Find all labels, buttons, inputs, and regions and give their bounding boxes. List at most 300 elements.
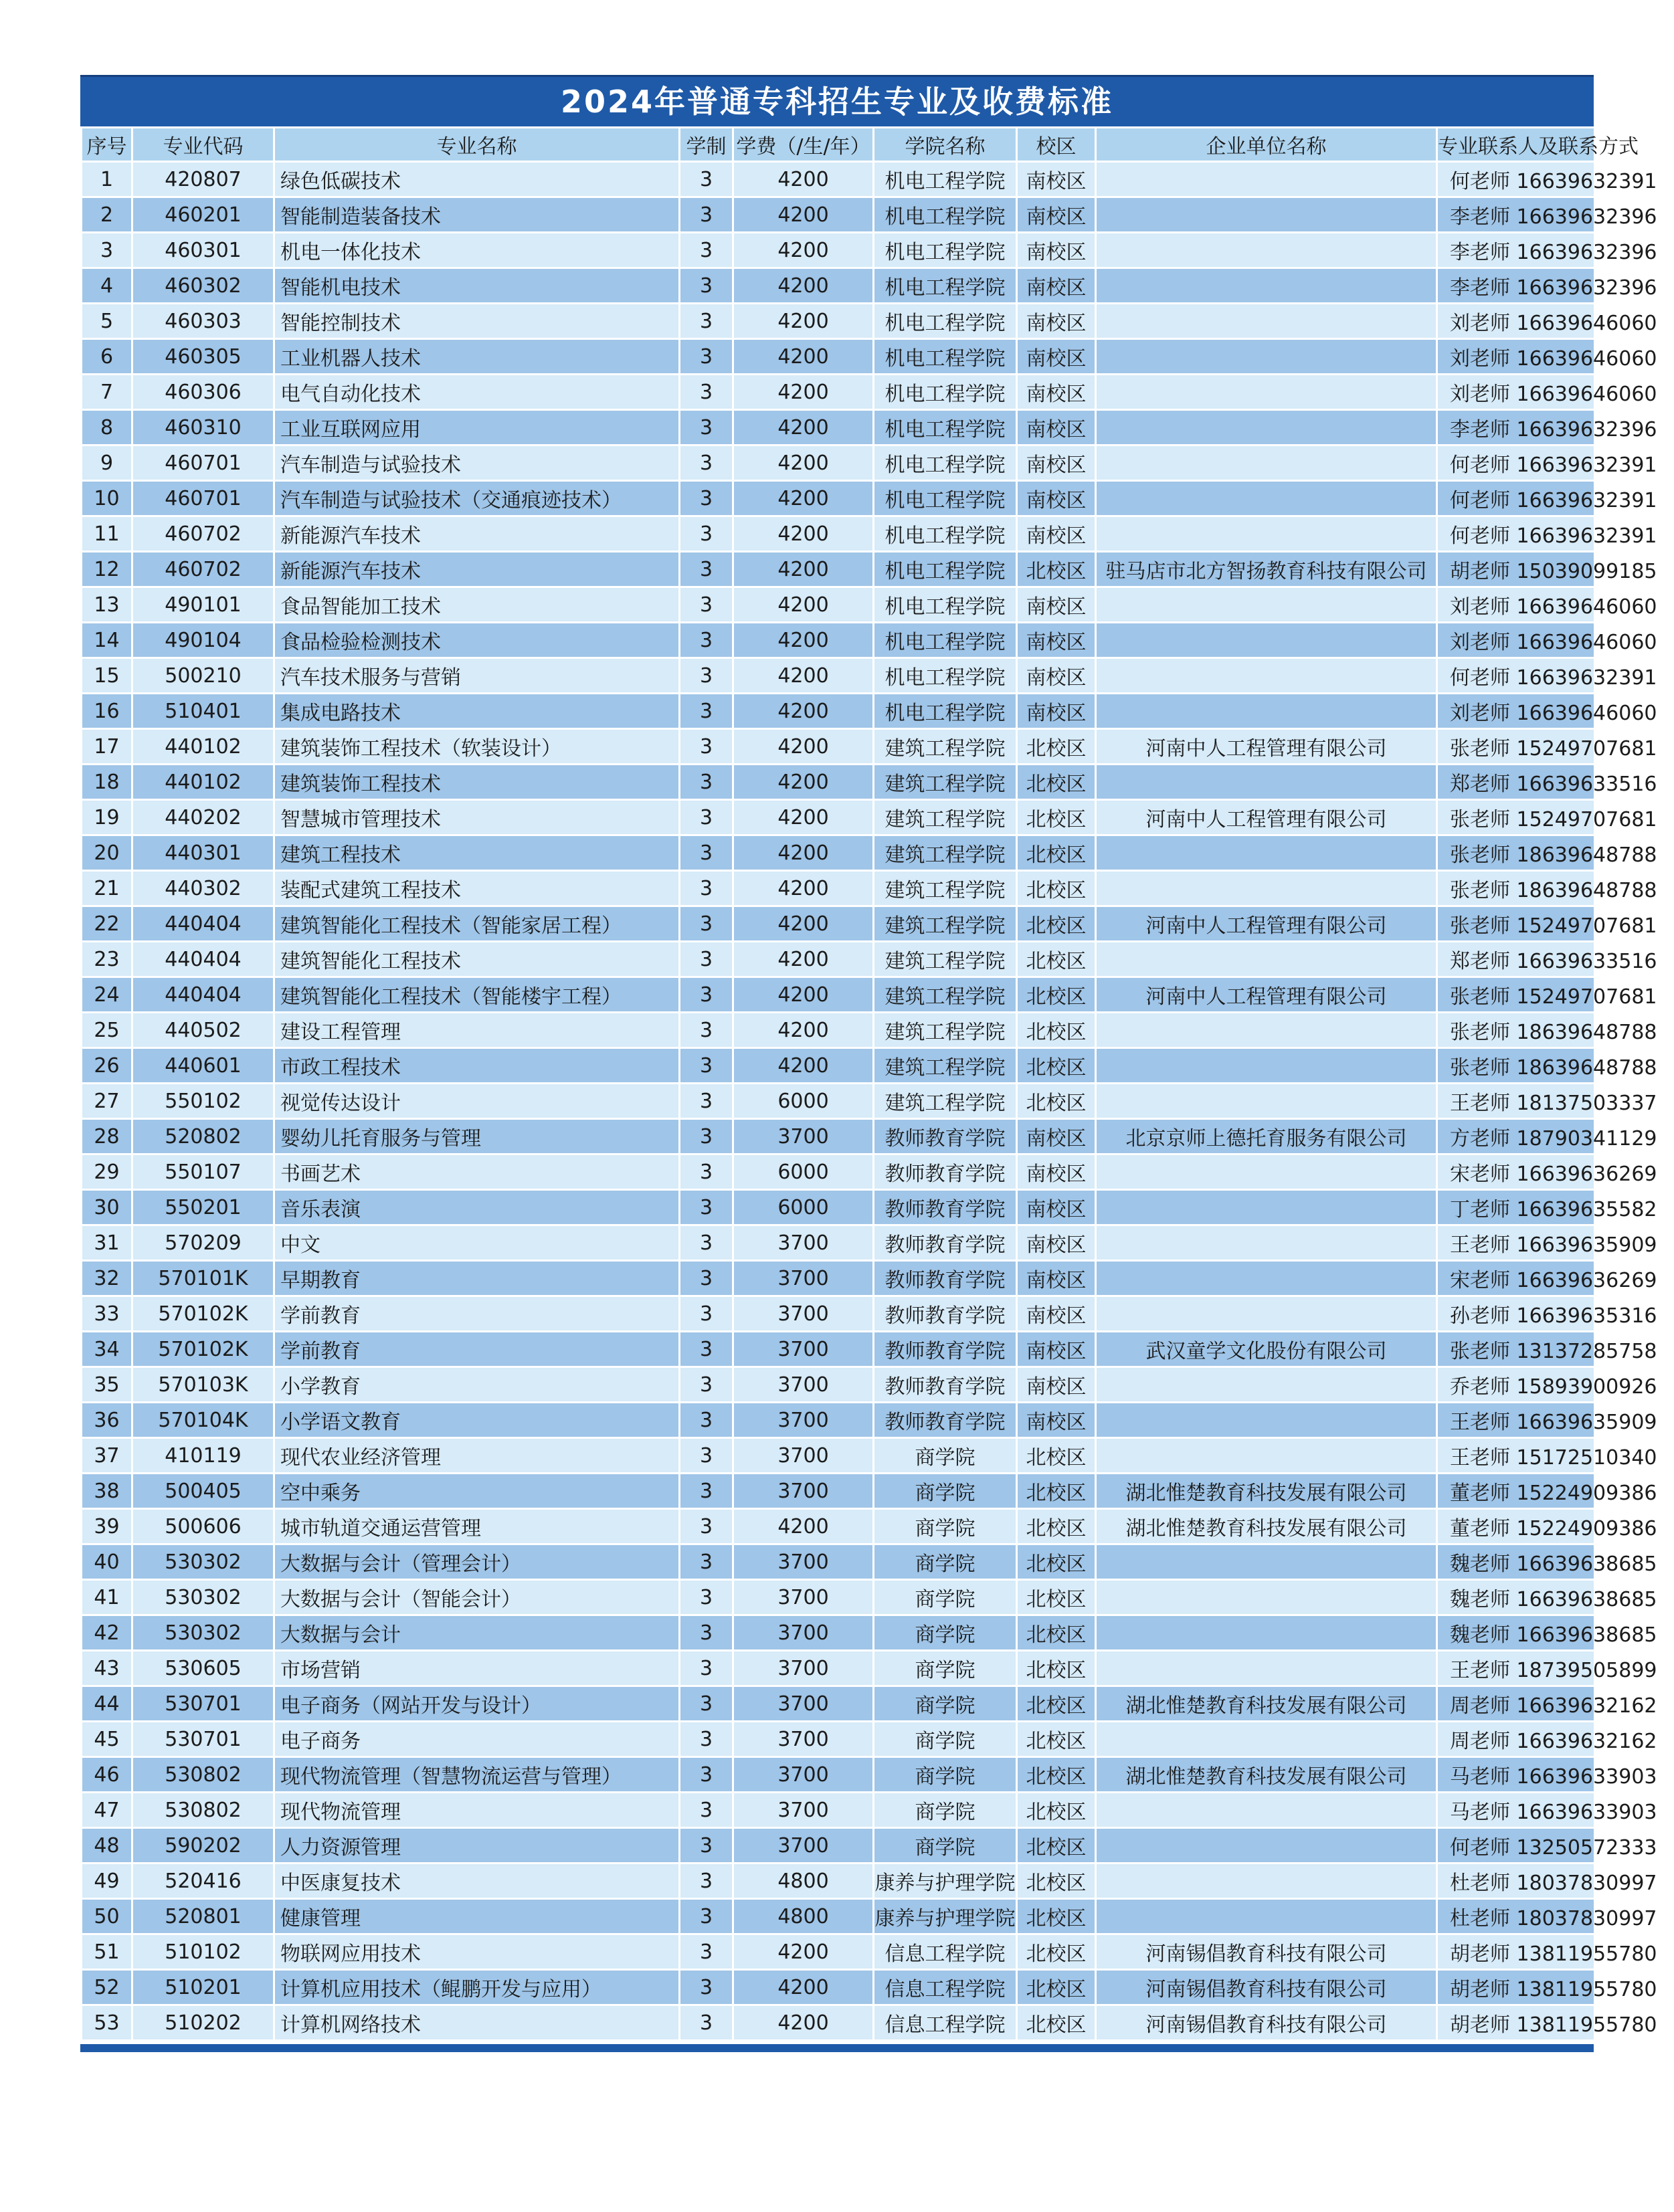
table-row — [82, 1686, 1595, 1722]
cell-campus: 北校区 — [1017, 552, 1096, 587]
cell-campus: 南校区 — [1017, 587, 1096, 623]
cell-duration: 3 — [680, 977, 733, 1013]
cell-major-name: 食品检验检测技术 — [274, 623, 680, 658]
cell-college: 商学院 — [874, 1757, 1017, 1793]
cell-enterprise — [1096, 1261, 1437, 1296]
cell-index: 37 — [82, 1438, 132, 1474]
table-row — [82, 1580, 1595, 1615]
cell-code: 520802 — [132, 1119, 274, 1154]
cell-contact: 刘老师 16639646060 — [1437, 304, 1595, 339]
cell-index: 12 — [82, 552, 132, 587]
cell-campus: 北校区 — [1017, 906, 1096, 942]
cell-major-name: 计算机应用技术（鲲鹏开发与应用） — [274, 1970, 680, 2005]
cell-index: 53 — [82, 2005, 132, 2041]
table-row — [82, 871, 1595, 906]
table-row — [82, 1296, 1595, 1332]
cell-college: 机电工程学院 — [874, 410, 1017, 445]
cell-college: 商学院 — [874, 1722, 1017, 1757]
cell-tuition: 4200 — [733, 268, 874, 304]
cell-index: 26 — [82, 1048, 132, 1084]
cell-code: 590202 — [132, 1828, 274, 1864]
cell-college: 教师教育学院 — [874, 1261, 1017, 1296]
table-row — [82, 1509, 1595, 1544]
cell-code: 550102 — [132, 1084, 274, 1119]
cell-code: 460702 — [132, 552, 274, 587]
cell-college: 商学院 — [874, 1793, 1017, 1828]
cell-contact: 马老师 16639633903 — [1437, 1757, 1595, 1793]
cell-code: 460306 — [132, 375, 274, 410]
cell-index: 24 — [82, 977, 132, 1013]
cell-duration: 3 — [680, 1864, 733, 1899]
header-major-name: 专业名称 — [274, 128, 680, 162]
cell-contact: 王老师 16639635909 — [1437, 1225, 1595, 1261]
table-row — [82, 2005, 1595, 2041]
cell-college: 建筑工程学院 — [874, 1084, 1017, 1119]
cell-contact: 李老师 16639632396 — [1437, 233, 1595, 268]
cell-code: 440601 — [132, 1048, 274, 1084]
cell-enterprise: 河南锡倡教育科技有限公司 — [1096, 1934, 1437, 1970]
cell-campus: 南校区 — [1017, 304, 1096, 339]
cell-college: 机电工程学院 — [874, 623, 1017, 658]
cell-major-name: 电子商务（网站开发与设计） — [274, 1686, 680, 1722]
cell-contact: 董老师 15224909386 — [1437, 1509, 1595, 1544]
cell-tuition: 3700 — [733, 1580, 874, 1615]
table-row — [82, 197, 1595, 233]
cell-major-name: 人力资源管理 — [274, 1828, 680, 1864]
cell-index: 15 — [82, 658, 132, 694]
cell-index: 29 — [82, 1154, 132, 1190]
cell-major-name: 市场营销 — [274, 1651, 680, 1686]
header-campus: 校区 — [1017, 128, 1096, 162]
cell-contact: 张老师 15249707681 — [1437, 977, 1595, 1013]
cell-college: 机电工程学院 — [874, 375, 1017, 410]
cell-college: 建筑工程学院 — [874, 1013, 1017, 1048]
cell-code: 510201 — [132, 1970, 274, 2005]
cell-tuition: 4200 — [733, 197, 874, 233]
cell-campus: 南校区 — [1017, 516, 1096, 552]
cell-tuition: 3700 — [733, 1757, 874, 1793]
cell-enterprise — [1096, 1828, 1437, 1864]
header-enterprise: 企业单位名称 — [1096, 128, 1437, 162]
cell-code: 530701 — [132, 1722, 274, 1757]
cell-campus: 南校区 — [1017, 375, 1096, 410]
cell-duration: 3 — [680, 1119, 733, 1154]
table-row — [82, 1403, 1595, 1438]
cell-index: 17 — [82, 729, 132, 765]
cell-tuition: 4200 — [733, 410, 874, 445]
majors-table — [80, 126, 1657, 2041]
cell-contact: 王老师 15172510340 — [1437, 1438, 1595, 1474]
cell-campus: 北校区 — [1017, 1757, 1096, 1793]
cell-code: 500210 — [132, 658, 274, 694]
cell-index: 16 — [82, 694, 132, 729]
cell-tuition: 6000 — [733, 1084, 874, 1119]
cell-duration: 3 — [680, 1474, 733, 1509]
cell-tuition: 4200 — [733, 1048, 874, 1084]
cell-enterprise — [1096, 481, 1437, 516]
cell-college: 机电工程学院 — [874, 694, 1017, 729]
cell-code: 440102 — [132, 765, 274, 800]
cell-enterprise: 湖北惟楚教育科技发展有限公司 — [1096, 1757, 1437, 1793]
cell-duration: 3 — [680, 445, 733, 481]
table-row — [82, 658, 1595, 694]
cell-campus: 北校区 — [1017, 1899, 1096, 1934]
cell-code: 530302 — [132, 1615, 274, 1651]
cell-enterprise — [1096, 1864, 1437, 1899]
cell-college: 商学院 — [874, 1544, 1017, 1580]
cell-college: 建筑工程学院 — [874, 800, 1017, 835]
cell-tuition: 4200 — [733, 729, 874, 765]
cell-major-name: 早期教育 — [274, 1261, 680, 1296]
cell-contact: 张老师 18639648788 — [1437, 835, 1595, 871]
cell-major-name: 大数据与会计（管理会计） — [274, 1544, 680, 1580]
cell-contact: 何老师 16639632391 — [1437, 481, 1595, 516]
cell-duration: 3 — [680, 871, 733, 906]
cell-code: 440102 — [132, 729, 274, 765]
cell-major-name: 建筑装饰工程技术 — [274, 765, 680, 800]
cell-campus: 南校区 — [1017, 1261, 1096, 1296]
cell-duration: 3 — [680, 587, 733, 623]
table-row — [82, 1474, 1595, 1509]
header-tuition: 学费（/生/年） — [733, 128, 874, 162]
cell-code: 460302 — [132, 268, 274, 304]
cell-duration: 3 — [680, 1615, 733, 1651]
table-row — [82, 1793, 1595, 1828]
cell-college: 机电工程学院 — [874, 304, 1017, 339]
cell-tuition: 4200 — [733, 552, 874, 587]
cell-duration: 3 — [680, 1190, 733, 1225]
cell-campus: 北校区 — [1017, 1793, 1096, 1828]
cell-contact: 方老师 18790341129 — [1437, 1119, 1595, 1154]
cell-major-name: 智慧城市管理技术 — [274, 800, 680, 835]
cell-major-name: 汽车技术服务与营销 — [274, 658, 680, 694]
cell-index: 11 — [82, 516, 132, 552]
cell-major-name: 小学语文教育 — [274, 1403, 680, 1438]
table-row — [82, 835, 1595, 871]
cell-tuition: 3700 — [733, 1544, 874, 1580]
table-row — [82, 729, 1595, 765]
table-row — [82, 552, 1595, 587]
cell-enterprise — [1096, 1651, 1437, 1686]
cell-duration: 3 — [680, 1651, 733, 1686]
table-row — [82, 375, 1595, 410]
cell-enterprise: 河南锡倡教育科技有限公司 — [1096, 1970, 1437, 2005]
cell-contact: 魏老师 16639638685 — [1437, 1580, 1595, 1615]
table-row — [82, 445, 1595, 481]
cell-tuition: 4200 — [733, 1509, 874, 1544]
cell-duration: 3 — [680, 1509, 733, 1544]
cell-contact: 董老师 15224909386 — [1437, 1474, 1595, 1509]
cell-campus: 南校区 — [1017, 1190, 1096, 1225]
cell-code: 460310 — [132, 410, 274, 445]
cell-campus: 南校区 — [1017, 1154, 1096, 1190]
cell-campus: 南校区 — [1017, 1296, 1096, 1332]
cell-enterprise — [1096, 623, 1437, 658]
cell-code: 530802 — [132, 1757, 274, 1793]
cell-major-name: 音乐表演 — [274, 1190, 680, 1225]
cell-index: 4 — [82, 268, 132, 304]
table-row — [82, 623, 1595, 658]
cell-enterprise — [1096, 233, 1437, 268]
cell-duration: 3 — [680, 1332, 733, 1367]
cell-college: 机电工程学院 — [874, 587, 1017, 623]
cell-tuition: 4200 — [733, 481, 874, 516]
cell-index: 38 — [82, 1474, 132, 1509]
cell-enterprise — [1096, 516, 1437, 552]
header-duration: 学制 — [680, 128, 733, 162]
cell-contact: 魏老师 16639638685 — [1437, 1615, 1595, 1651]
cell-contact: 李老师 16639632396 — [1437, 268, 1595, 304]
cell-college: 商学院 — [874, 1651, 1017, 1686]
cell-contact: 孙老师 16639635316 — [1437, 1296, 1595, 1332]
cell-tuition: 4800 — [733, 1899, 874, 1934]
table-row — [82, 942, 1595, 977]
cell-college: 机电工程学院 — [874, 481, 1017, 516]
table-row — [82, 1154, 1595, 1190]
cell-enterprise — [1096, 587, 1437, 623]
cell-major-name: 智能控制技术 — [274, 304, 680, 339]
cell-code: 410119 — [132, 1438, 274, 1474]
cell-campus: 北校区 — [1017, 1084, 1096, 1119]
cell-major-name: 食品智能加工技术 — [274, 587, 680, 623]
cell-code: 520416 — [132, 1864, 274, 1899]
cell-enterprise — [1096, 1580, 1437, 1615]
cell-contact: 刘老师 16639646060 — [1437, 587, 1595, 623]
header-index: 序号 — [82, 128, 132, 162]
cell-enterprise — [1096, 1084, 1437, 1119]
cell-code: 440502 — [132, 1013, 274, 1048]
cell-index: 34 — [82, 1332, 132, 1367]
cell-enterprise — [1096, 410, 1437, 445]
cell-index: 49 — [82, 1864, 132, 1899]
cell-college: 商学院 — [874, 1438, 1017, 1474]
cell-code: 460701 — [132, 445, 274, 481]
cell-index: 33 — [82, 1296, 132, 1332]
table-row — [82, 339, 1595, 375]
cell-tuition: 4200 — [733, 906, 874, 942]
cell-college: 机电工程学院 — [874, 445, 1017, 481]
table-row — [82, 906, 1595, 942]
cell-contact: 刘老师 16639646060 — [1437, 339, 1595, 375]
cell-duration: 3 — [680, 1899, 733, 1934]
cell-enterprise — [1096, 1722, 1437, 1757]
cell-contact: 胡老师 13811955780 — [1437, 1970, 1595, 2005]
cell-code: 520801 — [132, 1899, 274, 1934]
cell-enterprise: 河南中人工程管理有限公司 — [1096, 729, 1437, 765]
cell-index: 36 — [82, 1403, 132, 1438]
cell-contact: 张老师 18639648788 — [1437, 1048, 1595, 1084]
cell-enterprise — [1096, 1615, 1437, 1651]
cell-enterprise: 湖北惟楚教育科技发展有限公司 — [1096, 1686, 1437, 1722]
header-college: 学院名称 — [874, 128, 1017, 162]
table-title: 2024年普通专科招生专业及收费标准 — [80, 75, 1594, 126]
table-row — [82, 1084, 1595, 1119]
cell-index: 3 — [82, 233, 132, 268]
table-row — [82, 694, 1595, 729]
cell-major-name: 大数据与会计 — [274, 1615, 680, 1651]
cell-major-name: 装配式建筑工程技术 — [274, 871, 680, 906]
cell-contact: 郑老师 16639633516 — [1437, 942, 1595, 977]
cell-major-name: 现代物流管理（智慧物流运营与管理） — [274, 1757, 680, 1793]
cell-contact: 丁老师 16639635582 — [1437, 1190, 1595, 1225]
cell-index: 52 — [82, 1970, 132, 2005]
cell-major-name: 物联网应用技术 — [274, 1934, 680, 1970]
cell-tuition: 3700 — [733, 1438, 874, 1474]
cell-contact: 张老师 18639648788 — [1437, 1013, 1595, 1048]
cell-college: 教师教育学院 — [874, 1332, 1017, 1367]
cell-duration: 3 — [680, 1048, 733, 1084]
cell-major-name: 智能制造装备技术 — [274, 197, 680, 233]
cell-tuition: 6000 — [733, 1190, 874, 1225]
cell-contact: 刘老师 16639646060 — [1437, 623, 1595, 658]
cell-contact: 宋老师 16639636269 — [1437, 1261, 1595, 1296]
table-row — [82, 410, 1595, 445]
cell-tuition: 4200 — [733, 694, 874, 729]
cell-code: 570209 — [132, 1225, 274, 1261]
table-row — [82, 481, 1595, 516]
cell-duration: 3 — [680, 1013, 733, 1048]
table-row — [82, 162, 1595, 197]
cell-enterprise — [1096, 304, 1437, 339]
cell-campus: 北校区 — [1017, 1509, 1096, 1544]
cell-index: 40 — [82, 1544, 132, 1580]
cell-code: 570104K — [132, 1403, 274, 1438]
cell-enterprise — [1096, 1296, 1437, 1332]
cell-enterprise — [1096, 871, 1437, 906]
cell-major-name: 中医康复技术 — [274, 1864, 680, 1899]
cell-major-name: 健康管理 — [274, 1899, 680, 1934]
cell-campus: 南校区 — [1017, 658, 1096, 694]
cell-enterprise — [1096, 765, 1437, 800]
cell-tuition: 3700 — [733, 1367, 874, 1403]
cell-code: 550107 — [132, 1154, 274, 1190]
cell-duration: 3 — [680, 623, 733, 658]
table-row — [82, 1261, 1595, 1296]
cell-code: 460303 — [132, 304, 274, 339]
cell-code: 570102K — [132, 1296, 274, 1332]
cell-contact: 李老师 16639632396 — [1437, 410, 1595, 445]
cell-campus: 南校区 — [1017, 445, 1096, 481]
cell-code: 550201 — [132, 1190, 274, 1225]
cell-college: 教师教育学院 — [874, 1296, 1017, 1332]
cell-index: 30 — [82, 1190, 132, 1225]
cell-tuition: 4200 — [733, 623, 874, 658]
table-row — [82, 1651, 1595, 1686]
cell-tuition: 4200 — [733, 942, 874, 977]
cell-index: 41 — [82, 1580, 132, 1615]
cell-index: 35 — [82, 1367, 132, 1403]
cell-tuition: 4800 — [733, 1864, 874, 1899]
cell-major-name: 现代物流管理 — [274, 1793, 680, 1828]
cell-tuition: 3700 — [733, 1332, 874, 1367]
cell-college: 机电工程学院 — [874, 162, 1017, 197]
cell-campus: 南校区 — [1017, 339, 1096, 375]
table-row — [82, 1615, 1595, 1651]
cell-duration: 3 — [680, 1828, 733, 1864]
cell-index: 19 — [82, 800, 132, 835]
cell-tuition: 3700 — [733, 1793, 874, 1828]
cell-major-name: 建设工程管理 — [274, 1013, 680, 1048]
cell-major-name: 集成电路技术 — [274, 694, 680, 729]
cell-campus: 北校区 — [1017, 1934, 1096, 1970]
cell-college: 建筑工程学院 — [874, 835, 1017, 871]
cell-tuition: 4200 — [733, 800, 874, 835]
cell-enterprise — [1096, 339, 1437, 375]
cell-tuition: 3700 — [733, 1722, 874, 1757]
cell-code: 460702 — [132, 516, 274, 552]
cell-duration: 3 — [680, 906, 733, 942]
cell-campus: 北校区 — [1017, 1828, 1096, 1864]
cell-campus: 北校区 — [1017, 1438, 1096, 1474]
cell-index: 28 — [82, 1119, 132, 1154]
cell-major-name: 新能源汽车技术 — [274, 552, 680, 587]
cell-enterprise — [1096, 1793, 1437, 1828]
cell-college: 教师教育学院 — [874, 1367, 1017, 1403]
cell-tuition: 3700 — [733, 1403, 874, 1438]
cell-contact: 马老师 16639633903 — [1437, 1793, 1595, 1828]
cell-duration: 3 — [680, 1225, 733, 1261]
cell-duration: 3 — [680, 942, 733, 977]
cell-duration: 3 — [680, 268, 733, 304]
cell-campus: 北校区 — [1017, 977, 1096, 1013]
cell-code: 460305 — [132, 339, 274, 375]
cell-enterprise — [1096, 1438, 1437, 1474]
table-row — [82, 1828, 1595, 1864]
cell-index: 42 — [82, 1615, 132, 1651]
cell-duration: 3 — [680, 1261, 733, 1296]
cell-major-name: 空中乘务 — [274, 1474, 680, 1509]
cell-tuition: 4200 — [733, 445, 874, 481]
cell-campus: 南校区 — [1017, 694, 1096, 729]
cell-enterprise: 河南中人工程管理有限公司 — [1096, 977, 1437, 1013]
cell-tuition: 4200 — [733, 162, 874, 197]
cell-tuition: 3700 — [733, 1474, 874, 1509]
cell-major-name: 新能源汽车技术 — [274, 516, 680, 552]
cell-campus: 北校区 — [1017, 942, 1096, 977]
cell-enterprise — [1096, 162, 1437, 197]
cell-enterprise — [1096, 1544, 1437, 1580]
cell-duration: 3 — [680, 552, 733, 587]
cell-tuition: 4200 — [733, 977, 874, 1013]
cell-campus: 南校区 — [1017, 410, 1096, 445]
table-body — [82, 162, 1657, 2041]
table-row — [82, 268, 1595, 304]
cell-contact: 郑老师 16639633516 — [1437, 765, 1595, 800]
cell-major-name: 婴幼儿托育服务与管理 — [274, 1119, 680, 1154]
table-row — [82, 516, 1595, 552]
cell-tuition: 4200 — [733, 1013, 874, 1048]
table-row — [82, 1013, 1595, 1048]
cell-college: 教师教育学院 — [874, 1190, 1017, 1225]
cell-contact: 王老师 18739505899 — [1437, 1651, 1595, 1686]
cell-campus: 北校区 — [1017, 1864, 1096, 1899]
fee-table-sheet — [80, 75, 1657, 2052]
cell-duration: 3 — [680, 1154, 733, 1190]
cell-major-name: 现代农业经济管理 — [274, 1438, 680, 1474]
cell-code: 440404 — [132, 942, 274, 977]
table-row — [82, 1190, 1595, 1225]
cell-campus: 北校区 — [1017, 765, 1096, 800]
cell-college: 机电工程学院 — [874, 552, 1017, 587]
cell-enterprise — [1096, 197, 1437, 233]
cell-enterprise — [1096, 1367, 1437, 1403]
cell-duration: 3 — [680, 410, 733, 445]
cell-duration: 3 — [680, 481, 733, 516]
cell-code: 530302 — [132, 1544, 274, 1580]
cell-major-name: 市政工程技术 — [274, 1048, 680, 1084]
cell-tuition: 3700 — [733, 1651, 874, 1686]
cell-duration: 3 — [680, 1970, 733, 2005]
